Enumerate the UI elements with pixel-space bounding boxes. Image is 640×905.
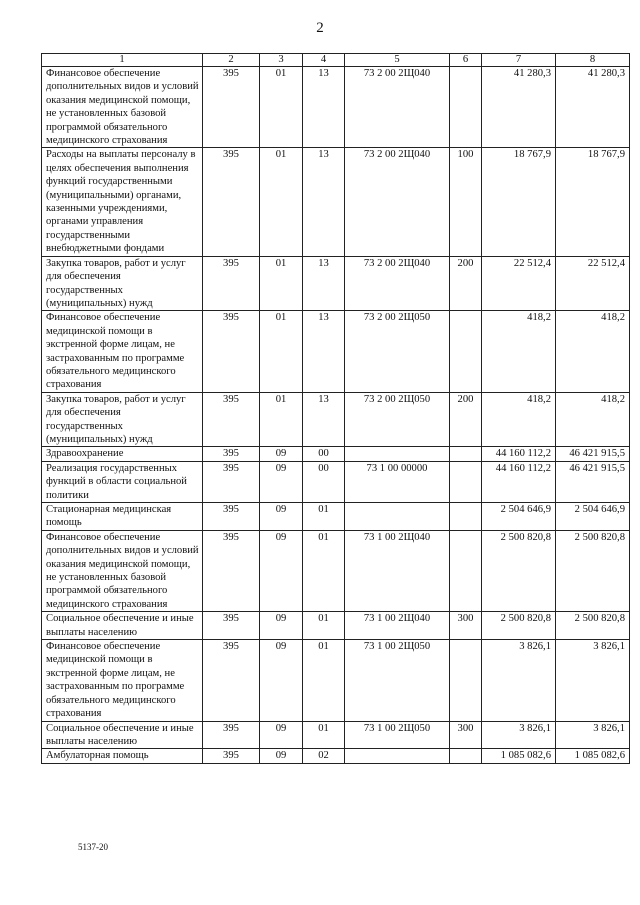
- target-article-code: 73 1 00 2Щ040: [345, 530, 450, 611]
- target-article-code: [345, 503, 450, 531]
- amount-col-8: 18 767,9: [556, 148, 630, 256]
- item-name: Социальное обеспечение и иные выплаты населению: [42, 721, 203, 749]
- expense-type-code: 300: [450, 721, 482, 749]
- amount-col-7: 22 512,4: [482, 256, 556, 311]
- target-article-code: 73 2 00 2Щ050: [345, 392, 450, 447]
- amount-col-7: 1 085 082,6: [482, 749, 556, 763]
- amount-col-8: 3 826,1: [556, 640, 630, 721]
- amount-col-8: 46 421 915,5: [556, 461, 630, 502]
- column-header: 8: [556, 54, 630, 67]
- column-header: 4: [303, 54, 345, 67]
- section-code: 01: [260, 148, 303, 256]
- target-article-code: 73 1 00 2Щ050: [345, 721, 450, 749]
- subsection-code: 00: [303, 461, 345, 502]
- expense-type-code: [450, 67, 482, 148]
- amount-col-8: 41 280,3: [556, 67, 630, 148]
- subsection-code: 13: [303, 256, 345, 311]
- expense-type-code: [450, 749, 482, 763]
- subsection-code: 01: [303, 640, 345, 721]
- subsection-code: 13: [303, 148, 345, 256]
- section-code: 09: [260, 530, 303, 611]
- table-row: [42, 67, 630, 148]
- item-name: Амбулаторная помощь: [42, 749, 203, 763]
- subsection-code: 13: [303, 67, 345, 148]
- amount-col-7: 2 500 820,8: [482, 612, 556, 640]
- target-article-code: 73 2 00 2Щ040: [345, 148, 450, 256]
- section-code: 01: [260, 392, 303, 447]
- expense-type-code: [450, 503, 482, 531]
- section-code: 09: [260, 447, 303, 461]
- table-header-row: [42, 54, 630, 67]
- item-name: Финансовое обеспечение дополнительных видов и условий оказания медицинской помощи, не установленных базовой программой обязательного медицинского страхования: [42, 530, 203, 611]
- amount-col-8: 3 826,1: [556, 721, 630, 749]
- item-name: Финансовое обеспечение медицинской помощи в экстренной форме лицам, не застрахованным по программе обязательного медицинского страхования: [42, 640, 203, 721]
- subsection-code: 13: [303, 311, 345, 392]
- chapter-code: 395: [203, 256, 260, 311]
- chapter-code: 395: [203, 311, 260, 392]
- amount-col-7: 18 767,9: [482, 148, 556, 256]
- table-row: [42, 461, 630, 502]
- expense-type-code: [450, 447, 482, 461]
- table-row: [42, 640, 630, 721]
- table-row: [42, 503, 630, 531]
- section-code: 01: [260, 256, 303, 311]
- expense-type-code: [450, 640, 482, 721]
- subsection-code: 01: [303, 530, 345, 611]
- chapter-code: 395: [203, 640, 260, 721]
- chapter-code: 395: [203, 461, 260, 502]
- subsection-code: 13: [303, 392, 345, 447]
- target-article-code: 73 2 00 2Щ050: [345, 311, 450, 392]
- amount-col-7: 3 826,1: [482, 640, 556, 721]
- target-article-code: 73 2 00 2Щ040: [345, 67, 450, 148]
- chapter-code: 395: [203, 447, 260, 461]
- item-name: Расходы на выплаты персоналу в целях обеспечения выполнения функций государственными (муниципальными) органами, казенными учреждениями, органами управления государственными внебюджетными фондами: [42, 148, 203, 256]
- column-header: 6: [450, 54, 482, 67]
- amount-col-8: 46 421 915,5: [556, 447, 630, 461]
- section-code: 09: [260, 640, 303, 721]
- expense-type-code: [450, 530, 482, 611]
- amount-col-7: 2 500 820,8: [482, 530, 556, 611]
- subsection-code: 01: [303, 721, 345, 749]
- chapter-code: 395: [203, 503, 260, 531]
- amount-col-7: 2 504 646,9: [482, 503, 556, 531]
- item-name: Закупка товаров, работ и услуг для обеспечения государственных (муниципальных) нужд: [42, 392, 203, 447]
- amount-col-8: 2 500 820,8: [556, 530, 630, 611]
- column-header: 5: [345, 54, 450, 67]
- item-name: Реализация государственных функций в области социальной политики: [42, 461, 203, 502]
- chapter-code: 395: [203, 67, 260, 148]
- amount-col-8: 418,2: [556, 311, 630, 392]
- chapter-code: 395: [203, 148, 260, 256]
- amount-col-7: 418,2: [482, 311, 556, 392]
- chapter-code: 395: [203, 721, 260, 749]
- expense-type-code: 100: [450, 148, 482, 256]
- item-name: Закупка товаров, работ и услуг для обеспечения государственных (муниципальных) нужд: [42, 256, 203, 311]
- amount-col-8: 2 500 820,8: [556, 612, 630, 640]
- expense-type-code: [450, 311, 482, 392]
- amount-col-8: 22 512,4: [556, 256, 630, 311]
- chapter-code: 395: [203, 749, 260, 763]
- section-code: 01: [260, 311, 303, 392]
- table-row: [42, 311, 630, 392]
- table-row: [42, 530, 630, 611]
- table-row: [42, 447, 630, 461]
- section-code: 09: [260, 461, 303, 502]
- column-header: 1: [42, 54, 203, 67]
- table-body: [42, 67, 630, 764]
- table-row: [42, 392, 630, 447]
- section-code: 01: [260, 67, 303, 148]
- expense-type-code: 200: [450, 392, 482, 447]
- target-article-code: 73 2 00 2Щ040: [345, 256, 450, 311]
- amount-col-8: 1 085 082,6: [556, 749, 630, 763]
- column-header: 7: [482, 54, 556, 67]
- expense-type-code: [450, 461, 482, 502]
- item-name: Здравоохранение: [42, 447, 203, 461]
- section-code: 09: [260, 721, 303, 749]
- amount-col-8: 2 504 646,9: [556, 503, 630, 531]
- chapter-code: 395: [203, 392, 260, 447]
- chapter-code: 395: [203, 530, 260, 611]
- section-code: 09: [260, 612, 303, 640]
- item-name: Социальное обеспечение и иные выплаты населению: [42, 612, 203, 640]
- target-article-code: 73 1 00 00000: [345, 461, 450, 502]
- target-article-code: 73 1 00 2Щ040: [345, 612, 450, 640]
- subsection-code: 01: [303, 612, 345, 640]
- amount-col-7: 418,2: [482, 392, 556, 447]
- table-row: [42, 749, 630, 763]
- subsection-code: 02: [303, 749, 345, 763]
- amount-col-7: 44 160 112,2: [482, 461, 556, 502]
- section-code: 09: [260, 503, 303, 531]
- budget-table: [41, 53, 630, 764]
- item-name: Финансовое обеспечение дополнительных видов и условий оказания медицинской помощи, не установленных базовой программой обязательного медицинского страхования: [42, 67, 203, 148]
- amount-col-7: 41 280,3: [482, 67, 556, 148]
- target-article-code: [345, 447, 450, 461]
- column-header: 3: [260, 54, 303, 67]
- amount-col-8: 418,2: [556, 392, 630, 447]
- column-header: 2: [203, 54, 260, 67]
- table-row: [42, 148, 630, 256]
- target-article-code: 73 1 00 2Щ050: [345, 640, 450, 721]
- amount-col-7: 44 160 112,2: [482, 447, 556, 461]
- table-row: [42, 256, 630, 311]
- target-article-code: [345, 749, 450, 763]
- expense-type-code: 200: [450, 256, 482, 311]
- chapter-code: 395: [203, 612, 260, 640]
- subsection-code: 00: [303, 447, 345, 461]
- table-row: [42, 612, 630, 640]
- table-row: [42, 721, 630, 749]
- item-name: Финансовое обеспечение медицинской помощи в экстренной форме лицам, не застрахованным по программе обязательного медицинского страхования: [42, 311, 203, 392]
- page-number: 2: [316, 20, 324, 36]
- subsection-code: 01: [303, 503, 345, 531]
- section-code: 09: [260, 749, 303, 763]
- footer-document-code: 5137-20: [78, 842, 108, 852]
- expense-type-code: 300: [450, 612, 482, 640]
- item-name: Стационарная медицинская помощь: [42, 503, 203, 531]
- amount-col-7: 3 826,1: [482, 721, 556, 749]
